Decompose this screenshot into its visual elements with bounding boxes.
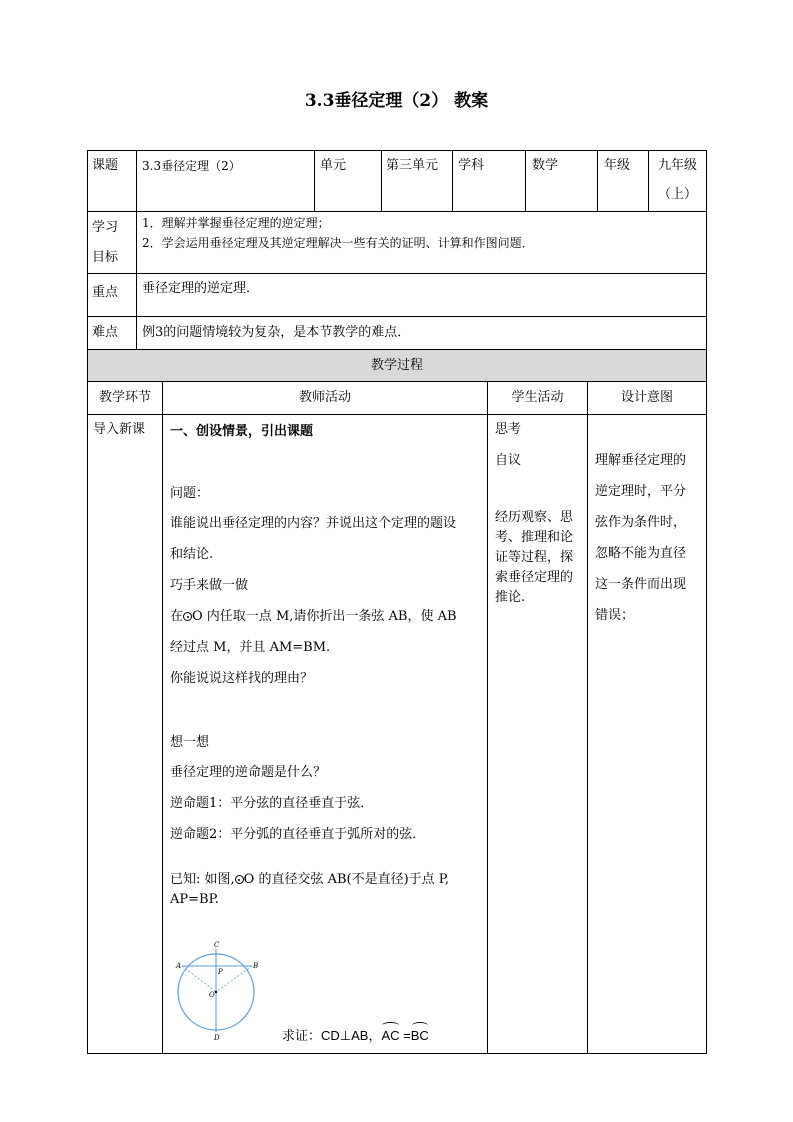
page-title: 3.3垂径定理（2） 教案	[304, 91, 489, 111]
question-label: 问题：	[170, 486, 210, 501]
try-label: 巧手来做一做	[170, 578, 249, 593]
radius-oa	[182, 966, 216, 992]
arc-ac: AC	[381, 1026, 399, 1046]
question-line-2: 和结论.	[170, 547, 214, 562]
grade-value-1: 九年级	[657, 158, 697, 173]
try-line-1: 在 O 内任取一点 M,请你折出一条弦 AB，使 AB	[170, 609, 457, 624]
goal-item-2: 2．学会运用垂径定理及其逆定理解决一些有关的证明、计算和作图问题．	[142, 236, 534, 250]
lesson-value: 3.3垂径定理（2）	[142, 159, 241, 173]
goal-item-1: 1．理解并掌握垂径定理的逆定理；	[142, 216, 330, 230]
label-d: D	[214, 1034, 220, 1042]
process-heading: 教学过程	[370, 358, 423, 373]
col-teacher: 教师活动	[298, 390, 351, 405]
design-line-2: 逆定理时，平分	[595, 484, 687, 499]
unit-value: 第三单元	[386, 158, 439, 173]
design-line-3: 弦作为条件时，	[595, 515, 687, 530]
col-design: 设计意图	[620, 390, 673, 405]
goals-label-2: 目标	[92, 250, 119, 265]
circle-symbol-icon	[235, 875, 244, 884]
design-line-5: 这一条件而出现	[595, 577, 687, 592]
section-heading: 一、创设情景，引出课题	[170, 424, 314, 439]
col-stage: 教学环节	[98, 390, 151, 405]
col-student: 学生活动	[511, 390, 564, 405]
goals-label-1: 学习	[92, 220, 119, 235]
grade-label: 年级	[604, 158, 631, 173]
student-line-6: 索垂径定理的	[495, 570, 574, 585]
known-line-1: 已知: 如图, O 的直径交弦 AB(不是直径)于点 P,	[170, 872, 450, 887]
label-a: A	[176, 962, 182, 970]
try-line-2: 经过点 M，并且 AM=BM.	[170, 640, 331, 655]
question-line-1: 谁能说出垂径定理的内容？并说出这个定理的题设	[170, 516, 457, 531]
key-label: 重点	[92, 285, 119, 300]
center-point	[215, 991, 217, 993]
label-c: C	[214, 941, 220, 949]
label-b: B	[253, 962, 259, 970]
student-line-4: 考、推理和论	[495, 530, 574, 545]
think-label: 想一想	[170, 735, 210, 750]
circle-diagram	[168, 936, 268, 1044]
design-line-1: 理解垂径定理的	[595, 453, 687, 468]
design-line-4: 忽略不能为直径	[595, 546, 687, 561]
circle-symbol-icon	[183, 612, 192, 621]
label-o: O	[209, 991, 215, 999]
inverse-1: 逆命题1：平分弦的直径垂直于弦．	[170, 796, 374, 811]
subject-label: 学科	[458, 158, 485, 173]
try-line-3: 你能说说这样找的理由？	[170, 671, 314, 686]
key-value: 垂径定理的逆定理．	[142, 281, 260, 296]
label-p: P	[218, 968, 223, 976]
subject-value: 数学	[532, 158, 559, 173]
lesson-label: 课题	[92, 158, 119, 173]
unit-label: 单元	[320, 158, 347, 173]
student-line-5: 证等过程，探	[495, 550, 574, 565]
student-line-3: 经历观察、思	[495, 510, 574, 525]
student-line-1: 思考	[495, 422, 522, 437]
arc-bc: BC	[411, 1026, 429, 1046]
known-line-2: AP=BP.	[170, 892, 219, 907]
difficulty-label: 难点	[92, 325, 119, 340]
difficulty-value: 例3的问题情境较为复杂，是本节教学的难点．	[142, 325, 411, 340]
grade-value-2: （上）	[657, 187, 697, 202]
design-line-6: 错误；	[595, 608, 635, 623]
stage-value: 导入新课	[93, 422, 146, 437]
student-line-2: 自议	[495, 453, 522, 468]
think-question: 垂径定理的逆命题是什么？	[170, 765, 327, 780]
prove-statement: 求证：CD⊥AB，AC =BC	[282, 1026, 429, 1046]
inverse-2: 逆命题2：平分弧的直径垂直于弧所对的弦．	[170, 827, 426, 842]
student-line-7: 推论.	[495, 590, 526, 605]
